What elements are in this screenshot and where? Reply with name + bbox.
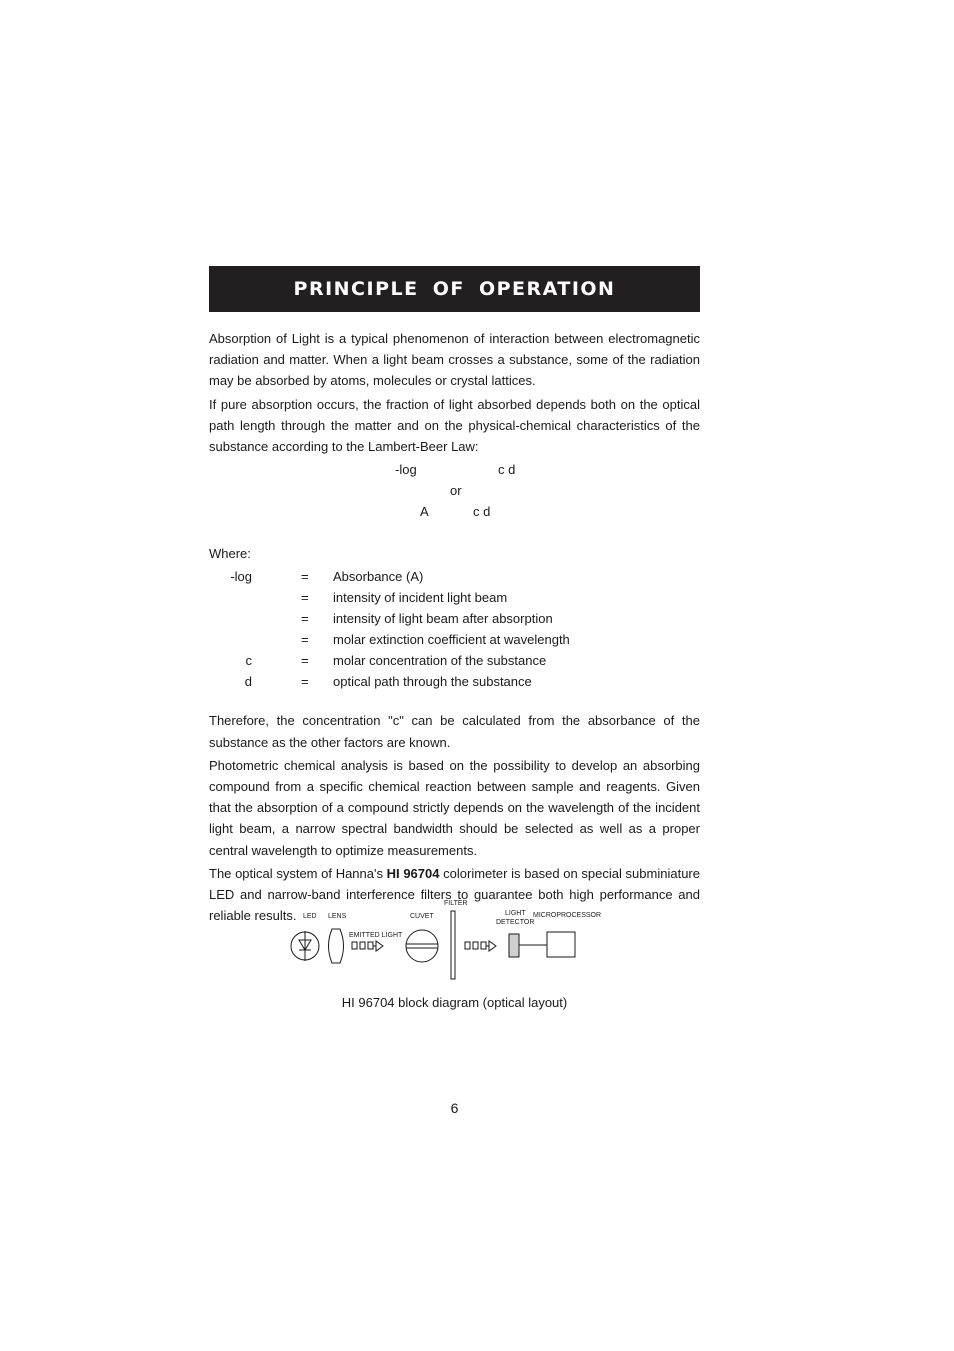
light-pulse-icon bbox=[465, 942, 470, 949]
label-led: LED bbox=[303, 913, 317, 920]
filter-icon bbox=[451, 911, 455, 979]
page-title: PRINCIPLE OF OPERATION bbox=[209, 266, 700, 312]
label-light-detector-2: DETECTOR bbox=[496, 919, 535, 926]
definition-equals: = bbox=[301, 674, 309, 690]
cuvet-icon bbox=[406, 930, 438, 962]
definition-description: molar extinction coefficient at wavelength bbox=[333, 632, 570, 648]
definition-row bbox=[209, 587, 700, 608]
microprocessor-icon bbox=[547, 932, 575, 957]
product-name: HI 96704 bbox=[386, 865, 440, 881]
light-detector-icon bbox=[509, 934, 519, 957]
definition-description: molar concentration of the substance bbox=[333, 653, 547, 669]
definition-description: intensity of light beam after absorption bbox=[333, 611, 553, 627]
light-pulse-icon bbox=[352, 942, 357, 949]
lens-icon bbox=[329, 929, 344, 963]
definitions-list bbox=[209, 566, 700, 694]
label-light-detector-1: LIGHT bbox=[505, 910, 526, 917]
paragraph-absorption: Absorption of Light is a typical phenomenon of interaction between electromagnetic radiation and matter. When a light beam crosses a substance, some of the radiation may be absorbed by atoms, molecules or crystal lattices. bbox=[209, 331, 700, 389]
arrow-icon bbox=[489, 941, 496, 951]
definition-equals: = bbox=[301, 590, 309, 606]
lambert-beer-equation bbox=[209, 459, 700, 543]
equation-line1-right: c d bbox=[498, 462, 516, 478]
definition-equals: = bbox=[301, 569, 309, 585]
label-emitted-light: EMITTED LIGHT bbox=[349, 932, 403, 939]
definition-equals: = bbox=[301, 653, 309, 669]
definition-row bbox=[209, 608, 700, 629]
label-cuvet: CUVET bbox=[410, 913, 434, 920]
definition-symbol: -log bbox=[230, 569, 252, 585]
definition-description: optical path through the substance bbox=[333, 674, 532, 690]
definition-description: Absorbance (A) bbox=[333, 569, 424, 585]
page-content bbox=[209, 266, 700, 928]
equation-line1-left: -log bbox=[395, 462, 417, 478]
definition-symbol: c bbox=[245, 653, 252, 669]
label-lens: LENS bbox=[328, 913, 347, 920]
equation-line3-right: c d bbox=[473, 504, 491, 520]
paragraph-pure-absorption: If pure absorption occurs, the fraction of light absorbed depends both on the optical path length through the matter and on the physical-chemical characteristics of the substance according to the Lambert-Beer Law: bbox=[209, 396, 700, 455]
light-pulse-icon bbox=[481, 942, 486, 949]
definition-symbol: d bbox=[244, 674, 252, 690]
equation-line3-left: A bbox=[420, 504, 429, 520]
optical-block-diagram bbox=[285, 895, 615, 985]
definition-row bbox=[209, 629, 700, 650]
where-label: Where: bbox=[209, 546, 251, 562]
definition-row bbox=[209, 566, 700, 587]
arrow-icon bbox=[376, 941, 383, 951]
light-pulse-icon bbox=[368, 942, 373, 949]
light-pulse-icon bbox=[473, 942, 478, 949]
label-filter: FILTER bbox=[444, 900, 468, 907]
optical-system-text-end: colorimeter is based on special subminiature LED and narrow-band interference filters to guarantee both high performance and reliable results. bbox=[209, 865, 700, 924]
light-pulse-icon bbox=[360, 942, 365, 949]
body-text bbox=[209, 328, 700, 926]
paragraph-photometric: Photometric chemical analysis is based on the possibility to develop an absorbing compound from a specific chemical reaction between sample and reagents. Given that the absorption of a compound strictly depends on the wavelength of the incident light beam, a narrow spectral bandwidth should be selected as well as a proper central wavelength to optimize measurements. bbox=[209, 757, 700, 858]
diagram-caption: HI 96704 block diagram (optical layout) bbox=[341, 995, 568, 1010]
definition-description: intensity of incident light beam bbox=[333, 590, 508, 606]
label-microprocessor: MICROPROCESSOR bbox=[533, 912, 602, 919]
paragraph-concentration: Therefore, the concentration "c" can be calculated from the absorbance of the substance as the other factors are known. bbox=[209, 713, 700, 750]
equation-or: or bbox=[450, 483, 462, 499]
optical-system-text-start: The optical system of Hanna's bbox=[209, 865, 387, 881]
page-number: 6 bbox=[450, 1100, 459, 1116]
definition-equals: = bbox=[301, 632, 309, 648]
definition-equals: = bbox=[301, 611, 309, 627]
definition-row bbox=[209, 650, 700, 671]
definition-row bbox=[209, 671, 700, 692]
